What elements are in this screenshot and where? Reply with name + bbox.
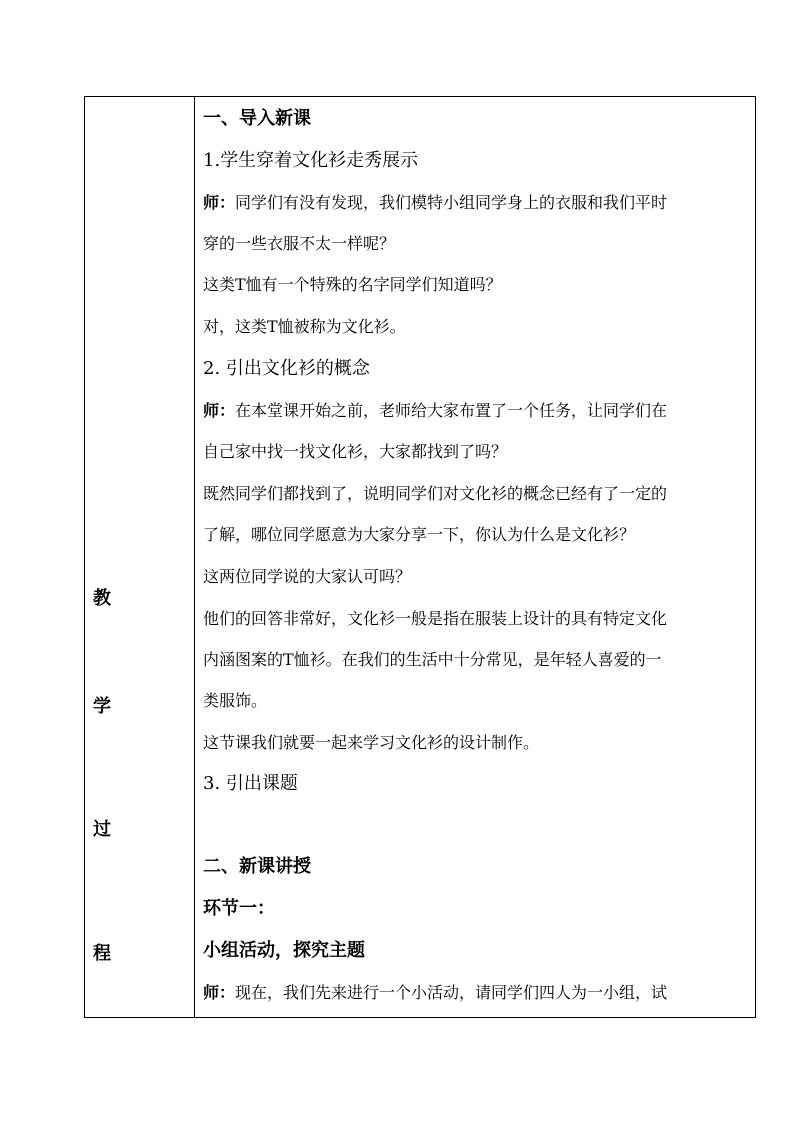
paragraph-text: 现在，我们先来进行一个小活动，请同学们四人为一小组，试: [235, 983, 668, 1002]
side-label-char: 学: [93, 696, 111, 717]
paragraph-line: [203, 401, 667, 421]
paragraph-line: 这类T恤有一个特殊的名字同学们知道吗？: [203, 275, 502, 294]
paragraph-line: 这节课我们就要一起来学习文化衫的设计制作。: [203, 733, 540, 752]
subsection-heading: 3. 引出课题: [203, 773, 298, 794]
paragraph-line: 内涵图案的T恤衫。在我们的生活中十分常见，是年轻人喜爱的一: [203, 650, 662, 669]
speaker-label: 师：: [203, 401, 236, 420]
paragraph-line: 对，这类T恤被称为文化衫。: [203, 317, 406, 336]
paragraph-line: [203, 983, 667, 1003]
paragraph-line: 了解，哪位同学愿意为大家分享一下，你认为什么是文化衫？: [203, 525, 636, 544]
segment-label: 环节一：: [203, 898, 275, 919]
subsection-heading: 2. 引出文化衫的概念: [203, 358, 370, 379]
speaker-label: 师：: [203, 983, 236, 1002]
section-heading: 二、新课讲授: [203, 856, 311, 877]
section-heading: 一、导入新课: [203, 108, 311, 129]
paragraph-text: 同学们有没有发现，我们模特小组同学身上的衣服和我们平时: [235, 193, 668, 212]
paragraph-text: 在本堂课开始之前，老师给大家布置了一个任务，让同学们在: [235, 401, 668, 420]
side-label-char: 教: [93, 588, 111, 609]
activity-heading: 小组活动，探究主题: [203, 940, 365, 961]
paragraph-line: 这两位同学说的大家认可吗？: [203, 567, 412, 586]
side-label-char: 程: [93, 943, 111, 964]
lesson-table: [84, 96, 756, 1018]
subsection-heading: 1.学生穿着文化衫走秀展示: [203, 150, 419, 171]
side-label-char: 过: [93, 819, 111, 840]
column-divider: [194, 97, 195, 1017]
paragraph-line: 穿的一些衣服不太一样呢？: [203, 234, 396, 253]
speaker-label: 师：: [203, 193, 236, 212]
paragraph-line: [203, 193, 667, 213]
paragraph-line: 自己家中找一找文化衫，大家都找到了吗？: [203, 442, 508, 461]
paragraph-line: 他们的回答非常好，文化衫一般是指在服装上设计的具有特定文化: [203, 609, 668, 628]
paragraph-line: 既然同学们都找到了，说明同学们对文化衫的概念已经有了一定的: [203, 484, 668, 503]
paragraph-line: 类服饰。: [203, 691, 268, 710]
